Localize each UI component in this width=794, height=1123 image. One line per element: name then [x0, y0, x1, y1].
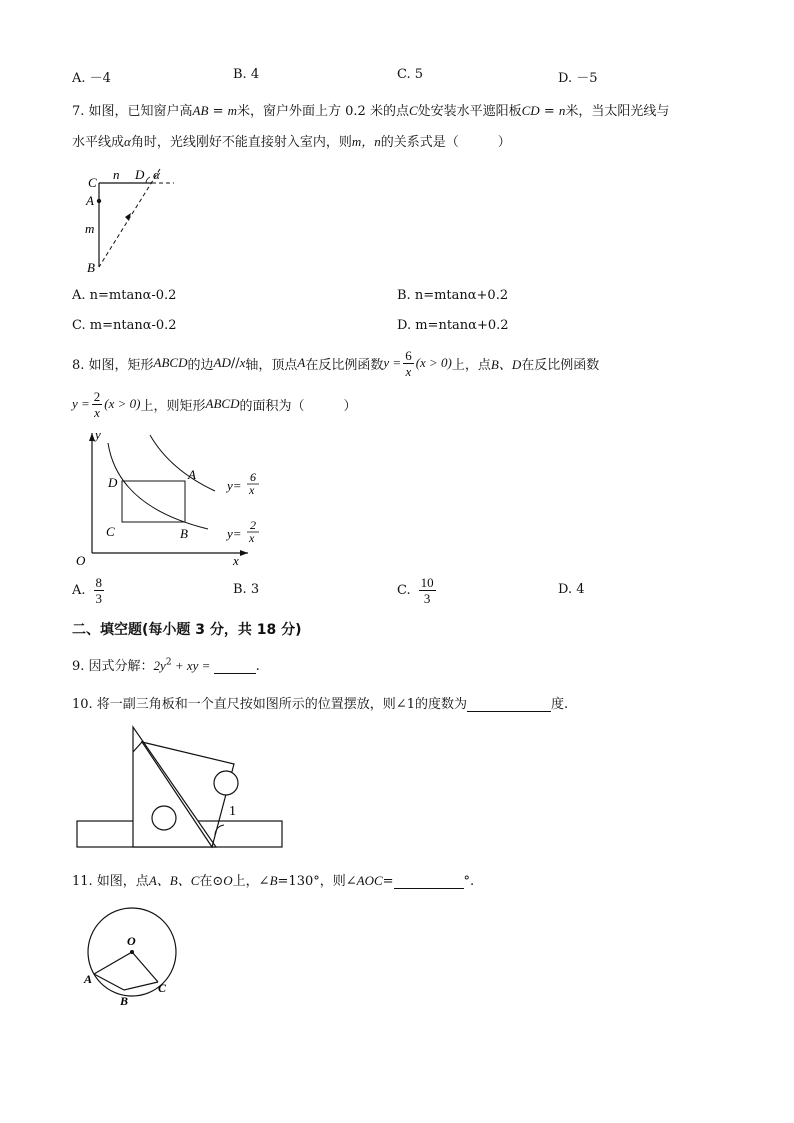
q10-answer-blank — [467, 696, 551, 712]
q11-figure — [78, 905, 188, 1015]
q11-answer-blank — [394, 873, 464, 889]
q8-option-d: D. 4 — [558, 582, 585, 597]
q6-option-a: A. －4 — [72, 71, 111, 86]
q6-option-c: C. 5 — [397, 67, 424, 82]
q7-option-d: D. m=ntanα+0.2 — [397, 318, 509, 333]
q7-label-b: B — [87, 260, 95, 275]
q8-fraction-2x: $\frac{2}{x}$ — [93, 388, 101, 420]
q8-label-b: B — [180, 526, 188, 541]
q11-label-a: A — [84, 972, 93, 986]
q7-label-n: n — [113, 167, 120, 182]
q7-option-c: C. m=ntanα-0.2 — [72, 318, 177, 333]
q9-answer-blank — [214, 658, 256, 674]
q8-option-c-fraction: $\frac{10}{3}$ — [420, 574, 434, 606]
q7-label-alpha: α — [153, 167, 160, 182]
q7-figure — [80, 165, 190, 275]
q7-line2: 水平线成α角时，光线刚好不能直接射入室内，则m，n的关系式是（ ） — [72, 134, 511, 150]
q11-line: 11. 如图，点A、B、C在⊙O上，∠B=130°，则∠AOC= °. — [72, 873, 475, 889]
q8-label-a: A — [188, 467, 196, 482]
q7-line1: 7. 如图，已知窗户高AB = m米，窗户外面上方 0.2 米的点C处安装水平遮阳板CD = n米，当太阳光线与 — [72, 103, 670, 119]
q8-option-a: A. $\frac{8}{3}$ — [72, 574, 103, 606]
q10-line: 10. 将一副三角板和一个直尺按如图所示的位置摆放，则∠1的度数为 度. — [72, 697, 569, 712]
q8-option-a-fraction: $\frac{8}{3}$ — [95, 574, 103, 606]
q8-curve2-den: x — [249, 531, 255, 545]
q9-line: 9. 因式分解：$2y^2$ + xy = . — [72, 657, 260, 674]
q6-option-b: B. 4 — [233, 67, 260, 82]
q7-label-d: D — [135, 167, 145, 182]
q8-curve1-num: 6 — [250, 470, 256, 484]
q8-fraction-6x: $\frac{6}{x}$ — [405, 347, 412, 379]
q8-label-c: C — [106, 524, 115, 539]
q8-axis-y: y — [95, 427, 101, 442]
section-heading: 二、填空题(每小题 3 分，共 18 分) — [72, 622, 302, 638]
q7-label-c: C — [88, 175, 97, 190]
q8-curve2-num: 2 — [250, 518, 256, 532]
q8-option-c: C. $\frac{10}{3}$ — [397, 574, 434, 606]
q7-label-m: m — [85, 221, 95, 236]
q11-label-o: O — [127, 934, 136, 948]
q7-label-a: A — [86, 193, 94, 208]
q8-label-d: D — [108, 475, 118, 490]
q8-line2: y = $\frac{2}{x}$ (x > 0) 上，则矩形 ABCD 的面积为（ ） — [72, 388, 357, 420]
q8-curve1-den: x — [249, 483, 255, 497]
q8-curve2-lhs: y= — [227, 526, 242, 541]
q8-axis-x: x — [233, 553, 239, 568]
q7-option-a: A. n=mtanα-0.2 — [72, 288, 177, 303]
q8-figure — [70, 425, 270, 570]
q8-curve1-lhs: y= — [227, 478, 242, 493]
q8-line1: 8. 如图，矩形 ABCD 的边 AD // x 轴，顶点 A 在反比例函数 y = $\frac{6}{x}$ (x > 0) 上，点 B、D 在反比例函数 — [72, 347, 600, 379]
q11-label-b: B — [120, 994, 129, 1008]
q11-label-c: C — [158, 981, 167, 995]
q10-figure — [72, 722, 287, 852]
q10-angle-label: 1 — [229, 804, 236, 819]
q8-option-b: B. 3 — [233, 582, 260, 597]
q7-option-b: B. n=mtanα+0.2 — [397, 288, 509, 303]
q6-option-d: D. －5 — [558, 71, 598, 86]
q8-origin: O — [76, 553, 86, 568]
